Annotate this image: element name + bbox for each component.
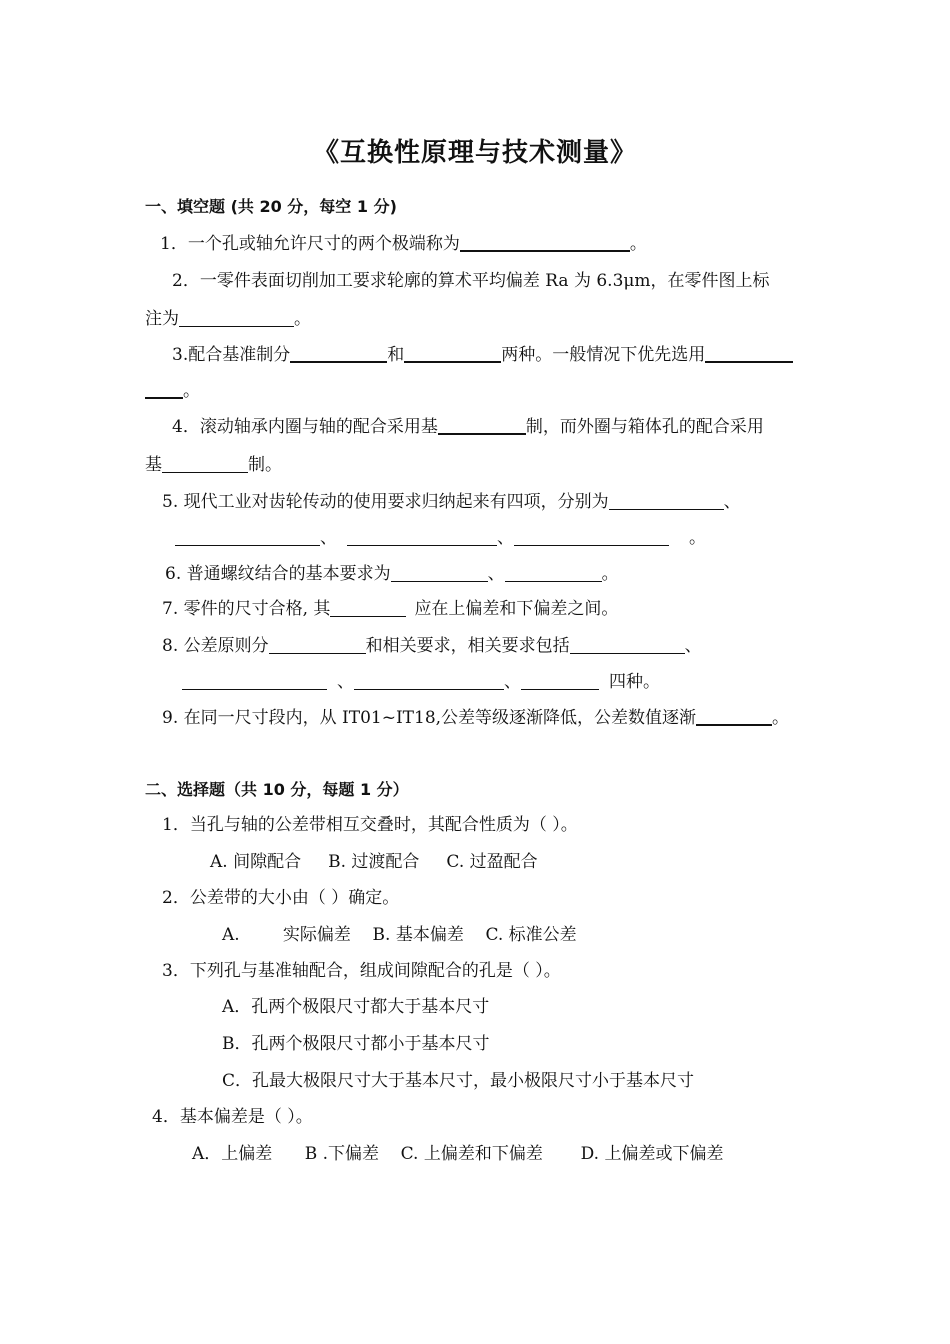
s1-q4-text2: 制，而外圈与箱体孔的配合采用 [525, 417, 764, 437]
s1-q3-text2: 和 [387, 345, 405, 365]
s1-q5-sep3: 、 [497, 528, 514, 548]
answer-blank[interactable] [514, 529, 669, 546]
answer-blank[interactable] [460, 234, 630, 252]
answer-blank[interactable] [182, 673, 327, 690]
s1-q4-line1 [172, 416, 764, 438]
s1-q7 [162, 598, 618, 620]
s1-q3-line1 [172, 344, 793, 366]
s1-q1 [160, 233, 647, 255]
answer-blank[interactable] [438, 417, 526, 435]
s1-q8-line2 [182, 671, 660, 693]
answer-blank[interactable] [404, 345, 501, 363]
s2-q1-stem: 1．当孔与轴的公差带相互交叠时，其配合性质为（ ）。 [162, 815, 578, 835]
s1-q2-line1 [172, 270, 770, 292]
answer-blank[interactable] [391, 565, 488, 582]
s1-q9-text: 9. 在同一尺寸段内，从 IT01~IT18,公差等级逐渐降低，公差数值逐渐 [162, 708, 697, 728]
answer-blank[interactable] [330, 600, 406, 617]
s1-q1-end: 。 [629, 234, 647, 254]
answer-blank[interactable] [570, 637, 685, 654]
s1-q4-text3: 基 [145, 455, 162, 475]
s2-q2-stem: 2．公差带的大小由（ ）确定。 [162, 888, 400, 908]
s1-q4-end: 制。 [248, 455, 282, 475]
s1-q1-text: 1．一个孔或轴允许尺寸的两个极端称为 [160, 234, 460, 254]
s2-q3-option-c[interactable]: C．孔最大极限尺寸大于基本尺寸，最小极限尺寸小于基本尺寸 [222, 1071, 695, 1091]
s2-q3-stem: 3．下列孔与基准轴配合，组成间隙配合的孔是（ ）。 [162, 961, 561, 981]
s1-q7-end: 应在上偏差和下偏差之间。 [414, 599, 619, 619]
s1-q8-sep3: 、 [504, 672, 521, 692]
s2-q4-stem: 4．基本偏差是（ ）。 [152, 1107, 313, 1127]
s1-q7-text: 7. 零件的尺寸合格, 其 [162, 599, 331, 619]
s1-q4-text: 4．滚动轴承内圈与轴的配合采用基 [172, 417, 438, 437]
s1-q8-line1 [162, 635, 702, 657]
answer-blank[interactable] [354, 673, 504, 690]
answer-blank[interactable] [175, 529, 320, 546]
s1-q2-text2: 注为 [145, 309, 179, 329]
s1-q8-text: 8. 公差原则分 [162, 636, 269, 656]
s1-q3-text: 3.配合基准制分 [172, 345, 291, 365]
document-title: 《互换性原理与技术测量》 [312, 138, 637, 168]
answer-blank[interactable] [696, 708, 772, 726]
s1-q8-text2: 和相关要求，相关要求包括 [365, 636, 570, 656]
s1-q2-line2 [145, 308, 311, 330]
s1-q5-line2 [175, 527, 706, 549]
s1-q8-end: 四种。 [609, 672, 660, 692]
s2-q1-options[interactable]: A. 间隙配合 B. 过渡配合 C. 过盈配合 [210, 852, 538, 872]
answer-blank[interactable] [269, 637, 366, 654]
answer-blank[interactable] [162, 456, 248, 473]
s1-q5-end: 。 [689, 528, 706, 548]
s1-q6-end: 。 [601, 564, 619, 584]
section2-heading: 二、选择题（共 10 分，每题 1 分） [145, 780, 409, 799]
answer-blank[interactable] [290, 345, 387, 363]
answer-blank[interactable] [609, 493, 724, 510]
s1-q4-line2 [145, 454, 282, 476]
answer-blank[interactable] [179, 310, 294, 327]
s1-q2-text: 2．一零件表面切削加工要求轮廓的算术平均偏差 Ra 为 6.3μm，在零件图上标 [172, 271, 770, 291]
s1-q6 [165, 563, 619, 585]
s1-q5-sep2: 、 [320, 528, 337, 548]
s2-q4-options[interactable]: A．上偏差 B .下偏差 C. 上偏差和下偏差 D. 上偏差或下偏差 [192, 1144, 724, 1164]
s1-q8-sep: 、 [684, 636, 702, 656]
s1-q8-sep2: 、 [337, 672, 354, 692]
s1-q5-text: 5. 现代工业对齿轮传动的使用要求归纳起来有四项，分别为 [162, 492, 609, 512]
s1-q2-end: 。 [294, 309, 311, 329]
answer-blank[interactable] [145, 381, 183, 399]
s1-q6-sep: 、 [487, 564, 505, 584]
s2-q3-option-b[interactable]: B．孔两个极限尺寸都小于基本尺寸 [222, 1034, 490, 1054]
s2-q2-options[interactable]: A. 实际偏差 B. 基本偏差 C. 标准公差 [222, 925, 577, 945]
s1-q3-text3: 两种。一般情况下优先选用 [501, 345, 706, 365]
s1-q9-end: 。 [772, 708, 790, 728]
s1-q5-line1 [162, 491, 741, 513]
answer-blank[interactable] [521, 673, 599, 690]
answer-blank[interactable] [347, 529, 497, 546]
s2-q3-option-a[interactable]: A．孔两个极限尺寸都大于基本尺寸 [222, 997, 490, 1017]
s1-q3-line2 [145, 380, 200, 402]
s1-q3-end: 。 [183, 381, 200, 401]
answer-blank[interactable] [705, 345, 793, 363]
section1-heading: 一、填空题 (共 20 分，每空 1 分) [145, 197, 397, 216]
answer-blank[interactable] [505, 565, 602, 582]
s1-q6-text: 6. 普通螺纹结合的基本要求为 [165, 564, 391, 584]
s1-q9 [162, 707, 789, 729]
s1-q5-sep: 、 [723, 492, 741, 512]
